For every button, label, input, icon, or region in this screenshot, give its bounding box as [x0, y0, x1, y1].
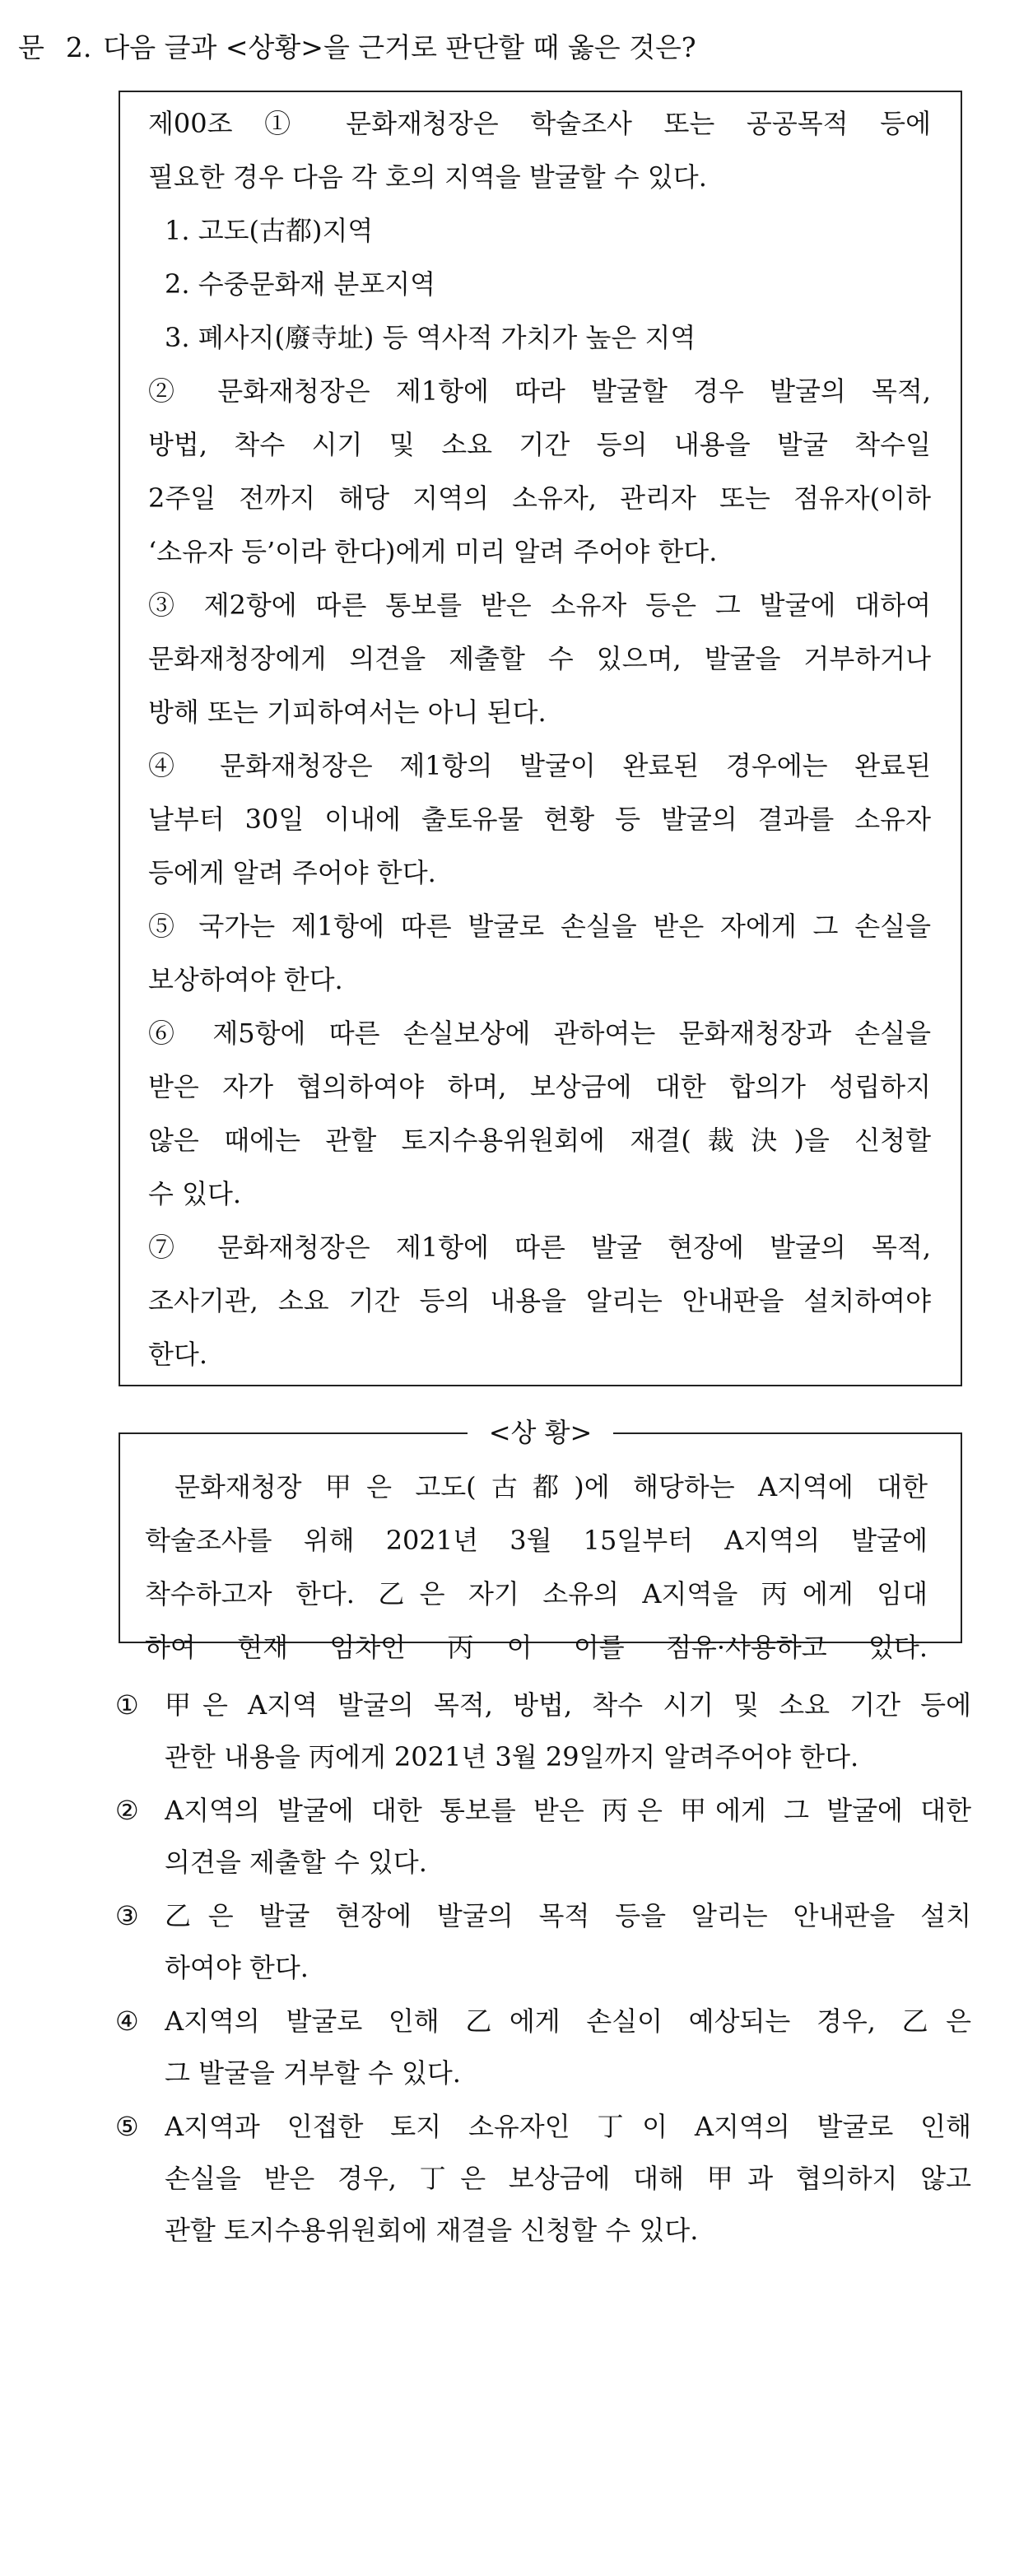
law-line: 방해 또는 기피하여서는 아니 된다. — [148, 696, 547, 728]
law-item: 2. 수중문화재 분포지역 — [165, 268, 436, 300]
answer-choices — [115, 1679, 971, 2258]
law-line: ⑤ 국가는 제1항에 따른 발굴로 손실을 받은 자에게 그 손실을 — [148, 911, 931, 942]
law-line: ⑥ 제5항에 따른 손실보상에 관하여는 문화재청장과 손실을 — [148, 1018, 931, 1049]
answer-choice-2[interactable] — [115, 1785, 971, 1889]
law-line: ② 문화재청장은 제1항에 따라 발굴할 경우 발굴의 목적, — [148, 375, 931, 407]
choice-line: 의견을 제출할 수 있다. — [165, 1847, 427, 1878]
law-line: 않은 때에는 관할 토지수용위원회에 재결(裁決)을 신청할 — [148, 1125, 931, 1156]
choice-line: 손실을 받은 경우, 丁은 보상금에 대해 甲과 협의하지 않고 — [165, 2163, 971, 2194]
law-line: ④ 문화재청장은 제1항의 발굴이 완료된 경우에는 완료된 — [148, 750, 931, 781]
law-line: 제00조 ① 문화재청장은 학술조사 또는 공공목적 등에 — [148, 108, 931, 139]
choice-line: A지역의 발굴로 인해 乙에게 손실이 예상되는 경우, 乙은 — [165, 2005, 971, 2037]
question-number: 2. — [65, 31, 92, 63]
situation-line: 학술조사를 위해 2021년 3월 15일부터 A지역의 발굴에 — [145, 1525, 928, 1556]
choice-line: A지역과 인접한 토지 소유자인 丁이 A지역의 발굴로 인해 — [165, 2111, 971, 2142]
choice-marker: ① — [115, 1689, 139, 1721]
choice-line: 그 발굴을 거부할 수 있다. — [165, 2057, 461, 2089]
choice-line: A지역의 발굴에 대한 통보를 받은 丙은 甲에게 그 발굴에 대한 — [165, 1795, 971, 1826]
situation-line: 착수하고자 한다. 乙은 자기 소유의 A지역을 丙에게 임대 — [145, 1578, 928, 1609]
law-line: 방법, 착수 시기 및 소요 기간 등의 내용을 발굴 착수일 — [148, 429, 931, 460]
question-text: 다음 글과 <상황>을 근거로 판단할 때 옳은 것은? — [103, 31, 696, 63]
law-article-text — [148, 97, 931, 1381]
law-line: 수 있다. — [148, 1178, 242, 1209]
law-line: 날부터 30일 이내에 출토유물 현황 등 발굴의 결과를 소유자 — [148, 804, 931, 835]
answer-choice-5[interactable] — [115, 2101, 971, 2257]
answer-choice-3[interactable] — [115, 1890, 971, 1994]
choice-line: 관할 토지수용위원회에 재결을 신청할 수 있다. — [165, 2215, 699, 2246]
law-item: 1. 고도(古都)지역 — [165, 215, 374, 246]
law-article-box — [119, 91, 962, 1386]
law-line: 등에게 알려 주어야 한다. — [148, 857, 436, 888]
answer-choice-1[interactable] — [115, 1679, 971, 1783]
law-line: ⑦ 문화재청장은 제1항에 따른 발굴 현장에 발굴의 목적, — [148, 1232, 931, 1263]
choice-marker: ⑤ — [115, 2111, 139, 2142]
choice-line: 甲은 A지역 발굴의 목적, 방법, 착수 시기 및 소요 기간 등에 — [165, 1689, 971, 1721]
law-line: 받은 자가 협의하여야 하며, 보상금에 대한 합의가 성립하지 — [148, 1071, 931, 1102]
law-line: 조사기관, 소요 기간 등의 내용을 알리는 안내판을 설치하여야 — [148, 1285, 931, 1316]
situation-box — [119, 1432, 962, 1663]
situation-title: <상 황> — [488, 1417, 593, 1448]
choice-line: 관한 내용을 丙에게 2021년 3월 29일까지 알려주어야 한다. — [165, 1741, 859, 1772]
situation-line: 하여 현재 임차인 丙이 이를 점유·사용하고 있다. — [145, 1632, 928, 1663]
question-header — [18, 28, 696, 68]
law-line: ③ 제2항에 따른 통보를 받은 소유자 등은 그 발굴에 대하여 — [148, 589, 931, 621]
law-line: ‘소유자 등’이라 한다)에게 미리 알려 주어야 한다. — [148, 536, 718, 567]
choice-marker: ③ — [115, 1900, 139, 1931]
law-line: 보상하여야 한다. — [148, 964, 343, 995]
law-line: 필요한 경우 다음 각 호의 지역을 발굴할 수 있다. — [148, 161, 707, 193]
law-line: 2주일 전까지 해당 지역의 소유자, 관리자 또는 점유자(이하 — [148, 482, 931, 514]
choice-marker: ④ — [115, 2005, 139, 2037]
choice-line: 乙은 발굴 현장에 발굴의 목적 등을 알리는 안내판을 설치 — [165, 1900, 971, 1931]
situation-text — [145, 1460, 928, 1675]
question-label: 문 — [18, 31, 44, 63]
law-item: 3. 폐사지(廢寺址) 등 역사적 가치가 높은 지역 — [165, 322, 696, 353]
law-line: 한다. — [148, 1339, 207, 1370]
choice-line: 하여야 한다. — [165, 1952, 309, 1983]
choice-marker: ② — [115, 1795, 139, 1826]
law-line: 문화재청장에게 의견을 제출할 수 있으며, 발굴을 거부하거나 — [148, 643, 931, 674]
situation-line: 문화재청장 甲은 고도(古都)에 해당하는 A지역에 대한 — [174, 1471, 928, 1502]
answer-choice-4[interactable] — [115, 1996, 971, 2099]
